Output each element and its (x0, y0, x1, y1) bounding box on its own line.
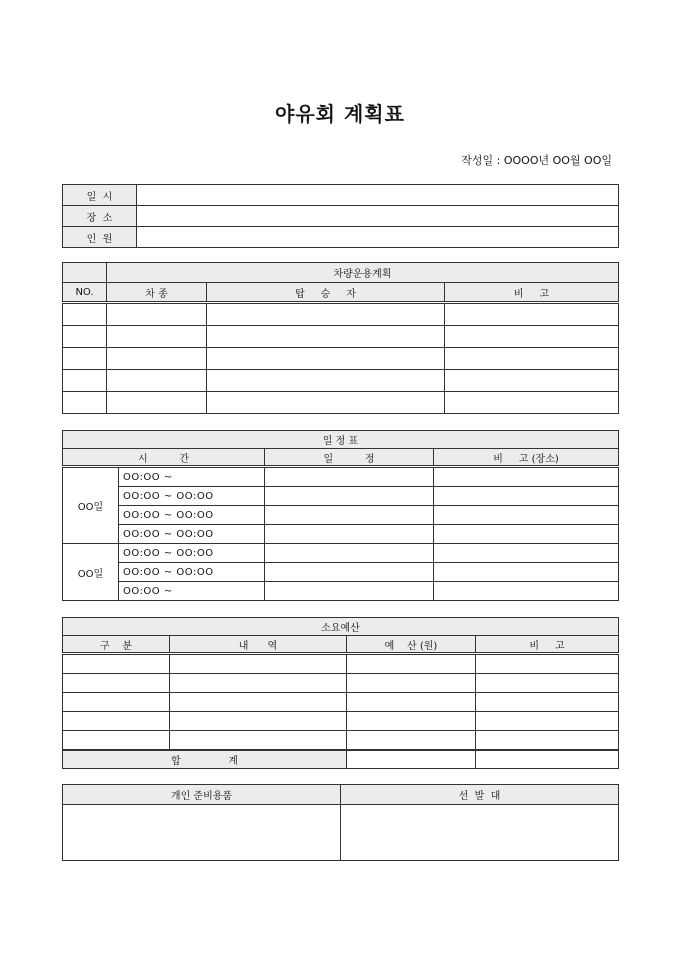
info-value-people[interactable] (137, 227, 619, 248)
table-row (63, 487, 619, 506)
vehicle-header-type: 차 종 (107, 283, 207, 303)
info-value-time[interactable] (137, 185, 619, 206)
budget-total-note[interactable] (476, 750, 619, 769)
prep-personal-cell[interactable] (63, 805, 341, 861)
budget-cell[interactable] (170, 674, 347, 693)
info-value-place[interactable] (137, 206, 619, 227)
table-row (63, 348, 619, 370)
vehicle-cell[interactable] (445, 326, 619, 348)
budget-cell[interactable] (476, 712, 619, 731)
budget-cell[interactable] (170, 654, 347, 674)
prep-table (62, 784, 619, 861)
schedule-cell[interactable] (434, 506, 619, 525)
schedule-cell[interactable] (434, 525, 619, 544)
budget-cell[interactable] (347, 693, 476, 712)
vehicle-cell[interactable] (63, 303, 107, 326)
budget-cell[interactable] (63, 693, 170, 712)
budget-header-category: 구 분 (63, 636, 170, 654)
budget-cell[interactable] (347, 674, 476, 693)
schedule-day-label: OO일 (63, 544, 119, 601)
budget-table (62, 617, 619, 769)
budget-total-row (63, 750, 619, 769)
schedule-cell[interactable] (434, 582, 619, 601)
info-label-time: 일 시 (63, 185, 137, 206)
info-label-people: 인 원 (63, 227, 137, 248)
vehicle-cell[interactable] (207, 370, 445, 392)
schedule-header-time: 시 간 (63, 449, 265, 467)
budget-cell[interactable] (170, 731, 347, 751)
prep-header-personal: 개인 준비용품 (63, 785, 341, 805)
schedule-cell[interactable] (265, 506, 434, 525)
vehicle-cell[interactable] (445, 348, 619, 370)
budget-total-amount[interactable] (347, 750, 476, 769)
info-row-people (63, 227, 619, 248)
schedule-time: OO:OO ~ (119, 467, 265, 487)
info-row-place (63, 206, 619, 227)
table-row (63, 693, 619, 712)
schedule-cell[interactable] (265, 582, 434, 601)
table-row (63, 563, 619, 582)
schedule-time: OO:OO ~ OO:OO (119, 506, 265, 525)
budget-cell[interactable] (170, 693, 347, 712)
vehicle-cell[interactable] (445, 392, 619, 414)
vehicle-cell[interactable] (207, 326, 445, 348)
table-row (63, 303, 619, 326)
vehicle-corner-cell (63, 263, 107, 283)
budget-cell[interactable] (476, 674, 619, 693)
schedule-cell[interactable] (434, 544, 619, 563)
schedule-title: 일 정 표 (63, 431, 619, 449)
vehicle-header-no: NO. (63, 283, 107, 303)
vehicle-cell[interactable] (107, 303, 207, 326)
vehicle-cell[interactable] (207, 303, 445, 326)
table-row (63, 544, 619, 563)
budget-cell[interactable] (63, 731, 170, 751)
table-row (63, 506, 619, 525)
vehicle-header-note: 비 고 (445, 283, 619, 303)
vehicle-cell[interactable] (107, 326, 207, 348)
budget-cell[interactable] (347, 712, 476, 731)
table-row (63, 731, 619, 751)
prep-advance-cell[interactable] (341, 805, 619, 861)
vehicle-table (62, 262, 619, 414)
schedule-cell[interactable] (265, 544, 434, 563)
budget-cell[interactable] (63, 674, 170, 693)
table-row (63, 654, 619, 674)
table-row (63, 525, 619, 544)
schedule-cell[interactable] (434, 487, 619, 506)
schedule-time: OO:OO ~ OO:OO (119, 563, 265, 582)
schedule-header-note: 비 고 (장소) (434, 449, 619, 467)
table-row (63, 582, 619, 601)
budget-header-amount: 예 산 (원) (347, 636, 476, 654)
schedule-time: OO:OO ~ (119, 582, 265, 601)
vehicle-cell[interactable] (107, 392, 207, 414)
info-row-time (63, 185, 619, 206)
vehicle-cell[interactable] (63, 348, 107, 370)
schedule-cell[interactable] (265, 487, 434, 506)
vehicle-cell[interactable] (63, 370, 107, 392)
budget-total-label: 합 계 (63, 750, 347, 769)
vehicle-cell[interactable] (63, 326, 107, 348)
date-line: 작성일 : OOOO년 OO월 OO일 (461, 154, 612, 167)
table-row (63, 370, 619, 392)
schedule-cell[interactable] (434, 467, 619, 487)
schedule-cell[interactable] (265, 467, 434, 487)
schedule-header-plan: 일 정 (265, 449, 434, 467)
vehicle-cell[interactable] (107, 370, 207, 392)
schedule-cell[interactable] (265, 563, 434, 582)
table-row (63, 467, 619, 487)
info-table (62, 184, 619, 248)
schedule-table (62, 430, 619, 601)
budget-header-details: 내 역 (170, 636, 347, 654)
table-row (63, 674, 619, 693)
vehicle-cell[interactable] (107, 348, 207, 370)
vehicle-cell[interactable] (63, 392, 107, 414)
budget-cell[interactable] (476, 731, 619, 751)
table-row (63, 392, 619, 414)
table-row (63, 326, 619, 348)
budget-cell[interactable] (476, 654, 619, 674)
vehicle-cell[interactable] (445, 303, 619, 326)
vehicle-header-passengers: 탑 승 자 (207, 283, 445, 303)
schedule-cell[interactable] (434, 563, 619, 582)
budget-title: 소요예산 (63, 618, 619, 636)
budget-cell[interactable] (347, 654, 476, 674)
budget-cell[interactable] (347, 731, 476, 751)
schedule-day-label: OO일 (63, 467, 119, 544)
vehicle-cell[interactable] (207, 392, 445, 414)
budget-cell[interactable] (63, 654, 170, 674)
budget-cell[interactable] (63, 712, 170, 731)
budget-header-note: 비 고 (476, 636, 619, 654)
budget-cell[interactable] (170, 712, 347, 731)
schedule-time: OO:OO ~ OO:OO (119, 544, 265, 563)
schedule-cell[interactable] (265, 525, 434, 544)
schedule-time: OO:OO ~ OO:OO (119, 487, 265, 506)
prep-header-advance: 선 발 대 (341, 785, 619, 805)
info-label-place: 장 소 (63, 206, 137, 227)
schedule-time: OO:OO ~ OO:OO (119, 525, 265, 544)
vehicle-cell[interactable] (445, 370, 619, 392)
vehicle-title: 차량운용계획 (107, 263, 619, 283)
page-title: 야유회 계획표 (275, 102, 405, 126)
vehicle-cell[interactable] (207, 348, 445, 370)
budget-cell[interactable] (476, 693, 619, 712)
table-row (63, 712, 619, 731)
